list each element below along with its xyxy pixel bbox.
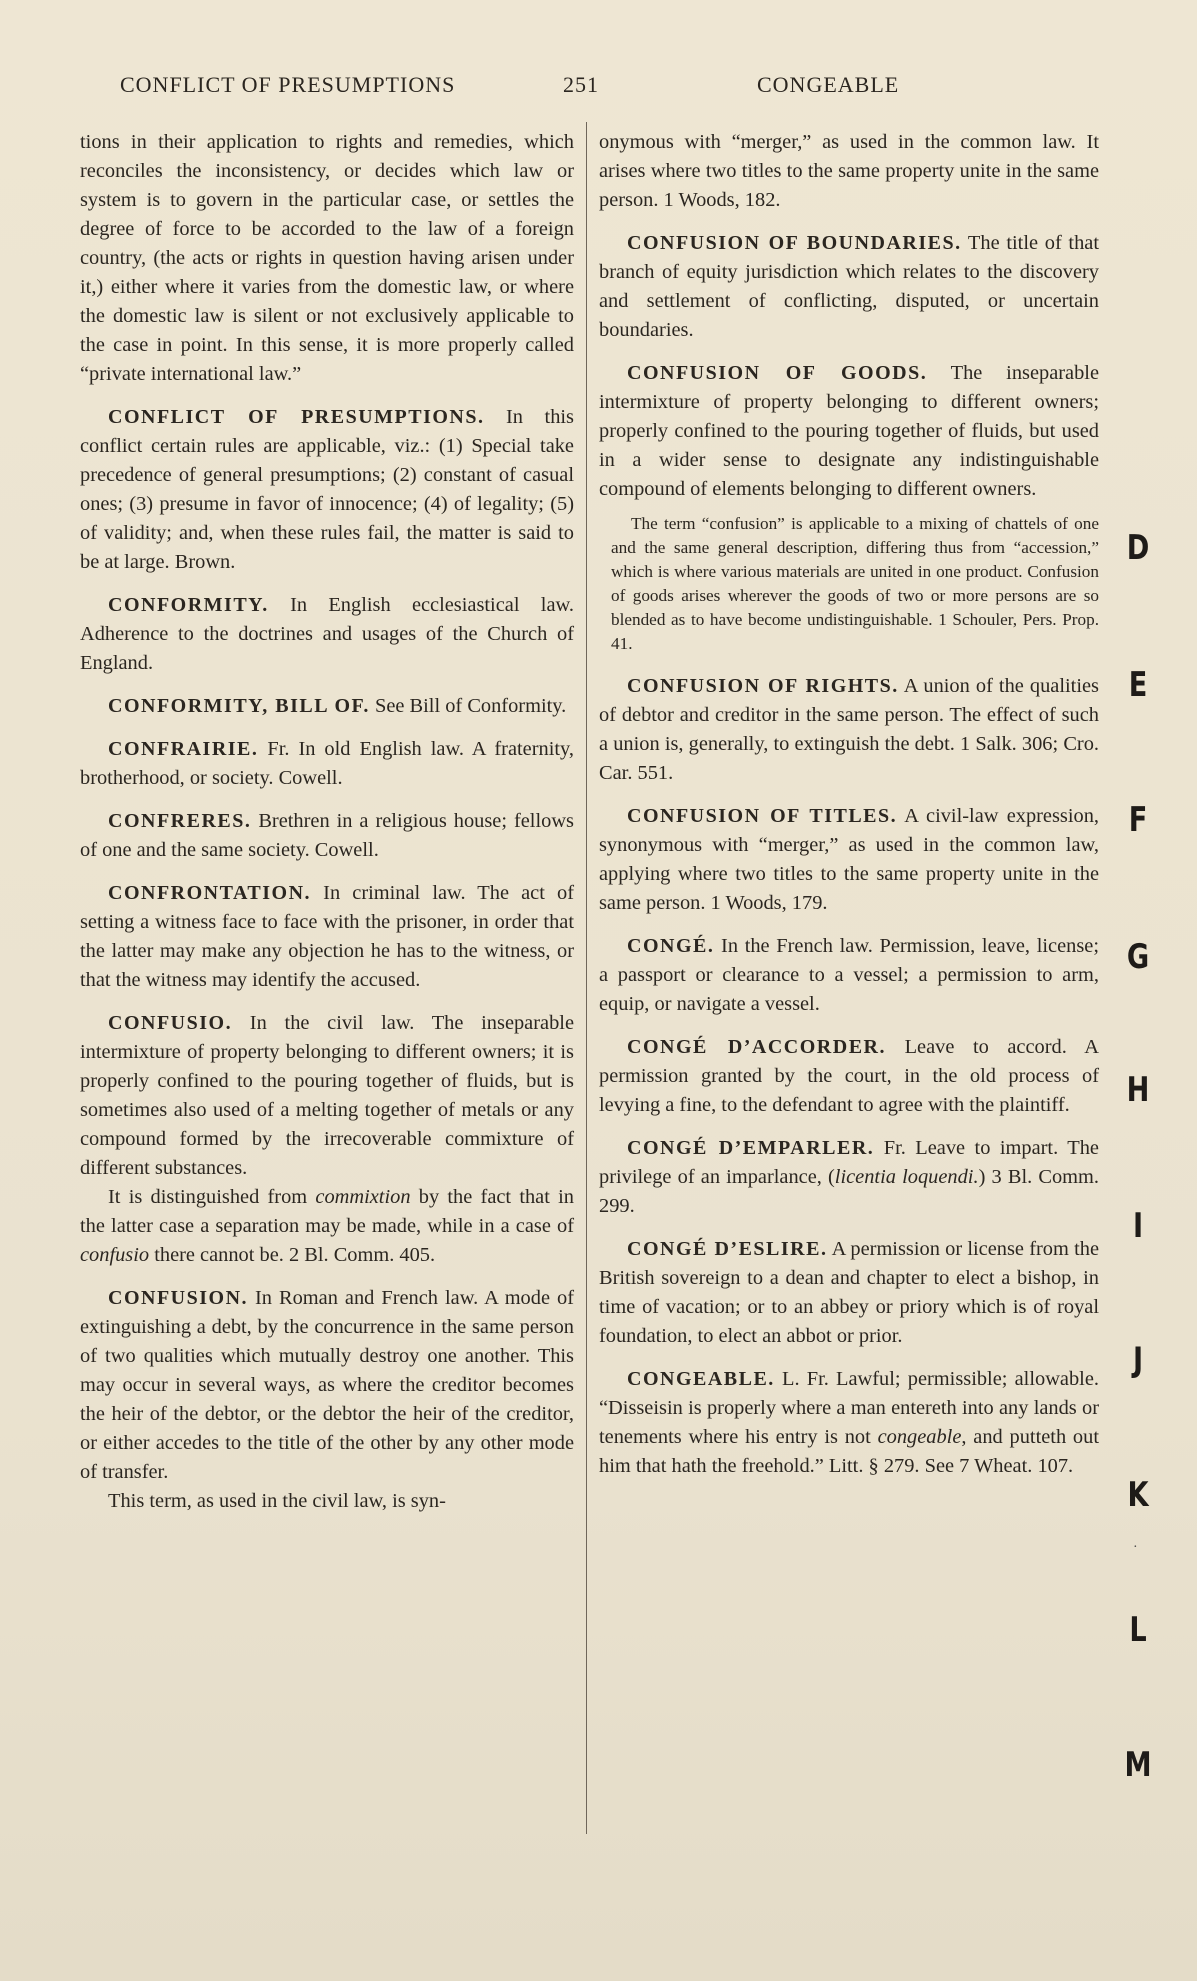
margin-dot: · bbox=[1133, 1540, 1138, 1555]
entry-term: CONFUSION OF GOODS. bbox=[627, 362, 928, 384]
entry-paragraph bbox=[80, 1183, 574, 1270]
entry-term: CONFUSION OF RIGHTS. bbox=[627, 675, 899, 697]
thumb-index-letter: F bbox=[1128, 800, 1148, 840]
entry-definition: In this conflict certain rules are applicable, viz.: (1) Special take precedence of general presumptions; (2) constant of casual ones; (3) presume in favor of innocence; (4) of legality; (5) of validity; and, when these rules fail, the matter is said to be at large. Brown. bbox=[80, 406, 574, 573]
right-column bbox=[599, 128, 1099, 1495]
running-header bbox=[120, 72, 920, 102]
entry-confusion-of-rights bbox=[599, 672, 1099, 788]
column-divider bbox=[586, 122, 587, 1834]
entry-term: CONFUSIO. bbox=[108, 1012, 233, 1034]
entry-conflict-of-presumptions bbox=[80, 403, 574, 577]
entry-conformity-bill-of bbox=[80, 692, 574, 721]
entry-term: CONFRAIRIE. bbox=[108, 738, 259, 760]
entry-definition: In the civil law. The inseparable intermixture of property belonging to different owners; it is properly confined to the pouring together of fluids, but is sometimes also used of a melting together of metals or any compound formed by the irrecoverable commixture of different substances. bbox=[80, 1012, 574, 1179]
entry-conformity bbox=[80, 591, 574, 678]
header-last-term: CONGEABLE bbox=[757, 72, 900, 97]
entry-paragraph: This term, as used in the civil law, is syn- bbox=[108, 1490, 446, 1512]
entry-definition: Fr. Leave to impart. The privilege of an imparlance, ( bbox=[599, 1137, 1099, 1188]
entry-conge-deslire bbox=[599, 1235, 1099, 1351]
thumb-index-letter: M bbox=[1124, 1745, 1152, 1785]
text-run: by the fact that in the latter case a separation may be made, while in a case of bbox=[80, 1186, 574, 1237]
entry-term: CONFORMITY, BILL OF. bbox=[108, 695, 370, 717]
entry-confrontation bbox=[80, 879, 574, 995]
entry-definition: In the French law. Permission, leave, license; a passport or clearance to a vessel; a permission to arm, equip, or navigate a vessel. bbox=[599, 935, 1099, 1015]
italic-term: confusio bbox=[80, 1244, 150, 1266]
entry-definition: ) 3 Bl. Comm. 299. bbox=[599, 1166, 1099, 1217]
entry-confusion-of-titles bbox=[599, 802, 1099, 918]
entry-congeable bbox=[599, 1365, 1099, 1481]
entry-definition: Brethren in a religious house; fellows of one and the same society. Cowell. bbox=[80, 810, 574, 861]
entry-confusion-of-boundaries bbox=[599, 229, 1099, 345]
entry-definition: , and putteth out him that hath the freehold.” Litt. § 279. See 7 Wheat. 107. bbox=[599, 1426, 1099, 1477]
entry-definition: A permission or license from the British sovereign to a dean and chapter to elect a bishop, in time of vacation; or to an abbey or priory which is of royal foundation, to elect an abbot or prior. bbox=[599, 1238, 1099, 1347]
entry-term: CONFRONTATION. bbox=[108, 882, 312, 904]
entry-note: The term “confusion” is applicable to a mixing of chattels of one and the same general description, differing thus from “accession,” which is where various materials are united in one product. Confusion of goods arises wherever the goods of two or more persons are so blended as to have become undistinguishable. 1 Schouler, Pers. Prop. 41. bbox=[611, 514, 1099, 653]
thumb-index-letter: G bbox=[1126, 937, 1150, 977]
thumb-index-letter: K bbox=[1127, 1475, 1149, 1515]
entry-conge-demparler bbox=[599, 1134, 1099, 1221]
entry-term: CONGÉ D’ESLIRE. bbox=[627, 1238, 828, 1260]
thumb-index-letter: E bbox=[1128, 665, 1148, 705]
entry-definition: See Bill of Conformity. bbox=[369, 695, 567, 717]
entry-term: CONFUSION OF TITLES. bbox=[627, 805, 898, 827]
entry-term: CONFUSION. bbox=[108, 1287, 249, 1309]
entry-term: CONGÉ. bbox=[627, 935, 715, 957]
italic-term: congeable bbox=[877, 1426, 962, 1448]
entry-confreres bbox=[80, 807, 574, 865]
italic-term: commixtion bbox=[315, 1186, 411, 1208]
entry-confusio bbox=[80, 1009, 574, 1270]
entry-definition: In criminal law. The act of setting a witness face to face with the prisoner, in order that the latter may make any objection he has to the witness, or that the witness may identify the accused. bbox=[80, 882, 574, 991]
thumb-index-letter: J bbox=[1132, 1340, 1144, 1380]
italic-term: licentia loquendi. bbox=[834, 1166, 979, 1188]
entry-definition: In Roman and French law. A mode of extinguishing a debt, by the concurrence in the same person of two qualities which mutually destroy one another. This may occur in several ways, as where the creditor becomes the heir of the debtor, or the debtor the heir of the creditor, or either accedes to the title of the other by any other mode of transfer. bbox=[80, 1287, 574, 1483]
entry-definition: A civil-law expression, synonymous with “merger,” as used in the common law, applying where two titles to the same property unite in the same person. 1 Woods, 179. bbox=[599, 805, 1100, 914]
thumb-index-letter: D bbox=[1126, 528, 1150, 568]
entry-definition: Leave to accord. A permission granted by the court, in the old process of levying a fine, to the defendant to agree with the plaintiff. bbox=[599, 1036, 1099, 1116]
thumb-index-letter: L bbox=[1129, 1610, 1147, 1650]
text-run: there cannot be. 2 Bl. Comm. 405. bbox=[149, 1244, 436, 1266]
thumb-index-letter: H bbox=[1126, 1070, 1150, 1110]
entry-confusion bbox=[80, 1284, 574, 1516]
left-column bbox=[80, 128, 574, 1530]
entry-term: CONFLICT OF PRESUMPTIONS. bbox=[108, 406, 485, 428]
entry-term: CONGÉ D’EMPARLER. bbox=[627, 1137, 875, 1159]
entry-definition: A union of the qualities of debtor and creditor in the same person. The effect of such a union is, generally, to extinguish the debt. 1 Salk. 306; Cro. Car. 551. bbox=[599, 675, 1099, 784]
entry-definition: The title of that branch of equity jurisdiction which relates to the discovery and settlement of conflicting, disputed, or uncertain boundaries. bbox=[599, 232, 1100, 341]
page-number: 251 bbox=[563, 72, 599, 97]
entry-term: CONFRERES. bbox=[108, 810, 252, 832]
header-first-term: CONFLICT OF PRESUMPTIONS bbox=[120, 72, 456, 97]
entry-conge bbox=[599, 932, 1099, 1019]
entry-term: CONGEABLE. bbox=[627, 1368, 775, 1390]
entry-term: CONGÉ D’ACCORDER. bbox=[627, 1036, 886, 1058]
entry-definition: The inseparable intermixture of property belonging to different owners; properly confined to the pouring together of fluids, but used in a wider sense to designate any indistinguishable compound of elements belonging to different owners. bbox=[599, 362, 1099, 500]
continued-entry: tions in their application to rights and remedies, which reconciles the inconsistency, or decides which law or system is to govern in the particular case, or settles the degree of force to be accorded to the law of a foreign country, (the acts or rights in question having arisen under it,) either where it varies from the domestic law, or where the domestic law is silent or not exclusively applicable to the case in point. In this sense, it is more properly called “private international law.” bbox=[80, 131, 574, 385]
entry-definition: In English ecclesiastical law. Adherence to the doctrines and usages of the Church of England. bbox=[80, 594, 574, 674]
thumb-index-letter: I bbox=[1132, 1206, 1144, 1246]
continued-entry: onymous with “merger,” as used in the common law. It arises where two titles to the same property unite in the same person. 1 Woods, 182. bbox=[599, 131, 1099, 211]
entry-definition: L. Fr. Lawful; permissible; allowable. “Disseisin is properly where a man entereth into any lands or tenements where his entry is not bbox=[599, 1368, 1099, 1448]
entry-term: CONFUSION OF BOUNDARIES. bbox=[627, 232, 962, 254]
entry-confusion-of-goods bbox=[599, 359, 1099, 504]
entry-definition: Fr. In old English law. A fraternity, brotherhood, or society. Cowell. bbox=[80, 738, 574, 789]
entry-term: CONFORMITY. bbox=[108, 594, 269, 616]
text-run: It is distinguished from bbox=[108, 1186, 316, 1208]
entry-confrairie bbox=[80, 735, 574, 793]
entry-conge-daccorder bbox=[599, 1033, 1099, 1120]
